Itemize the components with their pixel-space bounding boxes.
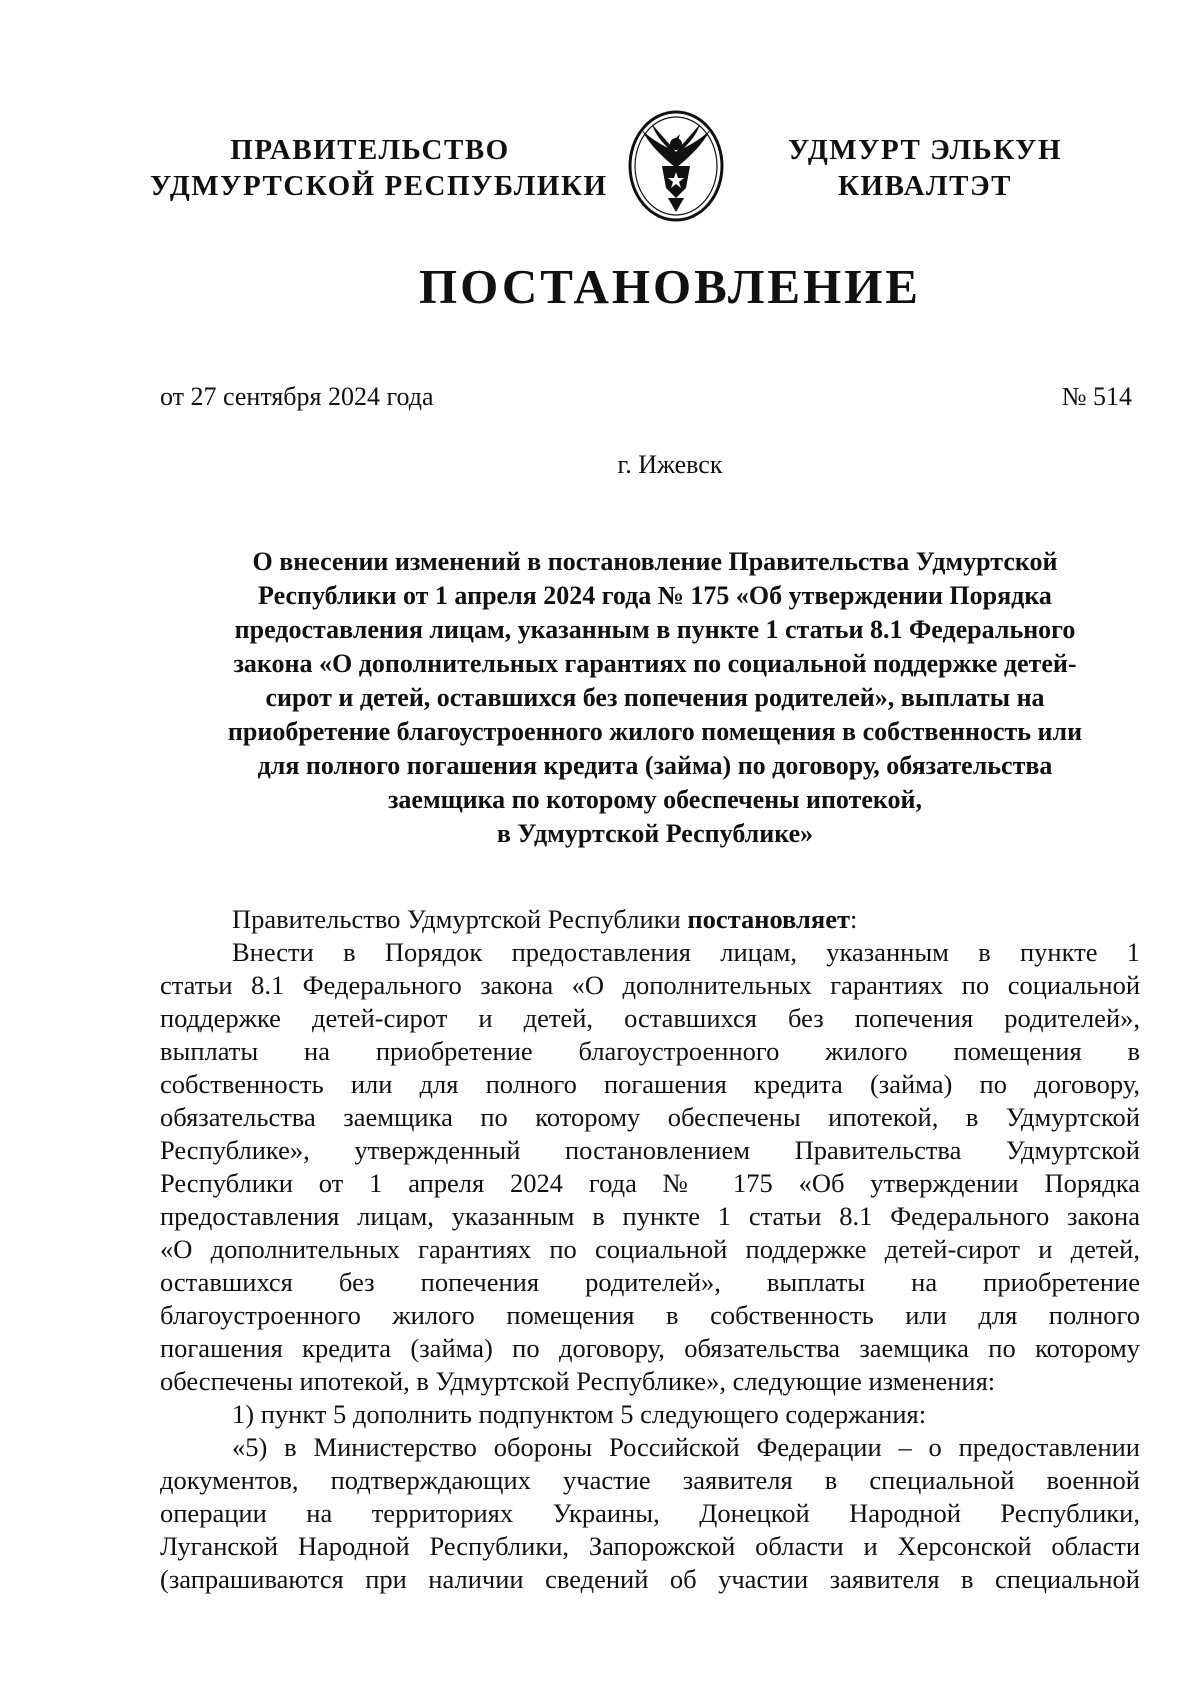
intro-text: Правительство Удмуртской Республики bbox=[232, 904, 688, 934]
header-government-udm bbox=[765, 132, 1085, 204]
body-line: «5) в Министерство обороны Российской Федерации – о предоставлении bbox=[232, 1432, 1140, 1462]
body-line: предоставления лицам, указанным в пункте 1 статьи 8.1 Федерального закона bbox=[160, 1201, 1140, 1231]
header-left-line-1: ПРАВИТЕЛЬСТВО bbox=[230, 134, 510, 166]
header-government-ru bbox=[150, 132, 608, 204]
body-line: статьи 8.1 Федерального закона «О дополнительных гарантиях по социальной bbox=[160, 970, 1140, 1000]
document-number: № 514 bbox=[1061, 382, 1132, 411]
subject-line: для полного погашения кредита (займа) по договору, обязательства bbox=[257, 751, 1053, 780]
document-city: г. Ижевск bbox=[617, 450, 723, 479]
body-line: 1) пункт 5 дополнить подпунктом 5 следующего содержания: bbox=[232, 1399, 927, 1429]
intro-keyword: постановляет bbox=[687, 904, 851, 934]
subject-line: закона «О дополнительных гарантиях по социальной поддержке детей- bbox=[233, 649, 1077, 678]
subject-line: Республики от 1 апреля 2024 года № 175 «Об утверждении Порядка bbox=[258, 581, 1052, 610]
body-line: благоустроенного жилого помещения в собственность или для полного bbox=[160, 1300, 1140, 1330]
body-line: Республики от 1 апреля 2024 года № 175 «Об утверждении Порядка bbox=[160, 1168, 1140, 1198]
document-type-title: ПОСТАНОВЛЕНИЕ bbox=[419, 259, 921, 314]
subject-line: О внесении изменений в постановление Правительства Удмуртской bbox=[252, 547, 1058, 576]
subject-line: предоставления лицам, указанным в пункте 1 статьи 8.1 Федерального bbox=[234, 615, 1076, 644]
header-right-line-2: КИВАЛТЭТ bbox=[837, 170, 1012, 202]
subject-line: приобретение благоустроенного жилого помещения в собственность или bbox=[227, 717, 1083, 746]
resolution-intro bbox=[160, 903, 1140, 936]
body-line: Внести в Порядок предоставления лицам, указанным в пункте 1 bbox=[232, 937, 1140, 967]
body-line: (запрашиваются при наличии сведений об участии заявителя в специальной bbox=[160, 1564, 1140, 1594]
body-line: оставшихся без попечения родителей», выплаты на приобретение bbox=[160, 1267, 1140, 1297]
body-line: документов, подтверждающих участие заявителя в специальной военной bbox=[160, 1465, 1140, 1495]
header-left-line-2: УДМУРТСКОЙ РЕСПУБЛИКИ bbox=[150, 170, 608, 202]
body-line: погашения кредита (займа) по договору, обязательства заемщика по которому bbox=[160, 1333, 1140, 1363]
subject-line: в Удмуртской Республике» bbox=[496, 819, 814, 848]
intro-colon: : bbox=[850, 904, 858, 934]
body-line: выплаты на приобретение благоустроенного жилого помещения в bbox=[160, 1036, 1140, 1066]
body-line: Республике», утвержденный постановлением Правительства Удмуртской bbox=[160, 1135, 1140, 1165]
body-line: поддержке детей-сирот и детей, оставшихся без попечения родителей», bbox=[160, 1003, 1140, 1033]
body-line: обязательства заемщика по которому обеспечены ипотекой, в Удмуртской bbox=[160, 1102, 1140, 1132]
body-line: обеспечены ипотекой, в Удмуртской Республике», следующие изменения: bbox=[160, 1366, 996, 1396]
coat-of-arms-emblem bbox=[624, 108, 728, 224]
body-line: «О дополнительных гарантиях по социальной поддержке детей-сирот и детей, bbox=[160, 1234, 1140, 1264]
header-right-line-1: УДМУРТ ЭЛЬКУН bbox=[787, 134, 1063, 166]
document-body bbox=[160, 903, 1140, 1596]
document-subject bbox=[160, 545, 1150, 851]
body-line: операции на территориях Украины, Донецкой Народной Республики, bbox=[160, 1498, 1140, 1528]
body-line: собственность или для полного погашения кредита (займа) по договору, bbox=[160, 1069, 1140, 1099]
subject-line: заемщика по которому обеспечены ипотекой, bbox=[387, 785, 923, 814]
subject-line: сирот и детей, оставшихся без попечения родителей», выплаты на bbox=[265, 683, 1045, 712]
body-line: Луганской Народной Республики, Запорожской области и Херсонской области bbox=[160, 1531, 1140, 1561]
document-date: от 27 сентября 2024 года bbox=[160, 382, 434, 411]
